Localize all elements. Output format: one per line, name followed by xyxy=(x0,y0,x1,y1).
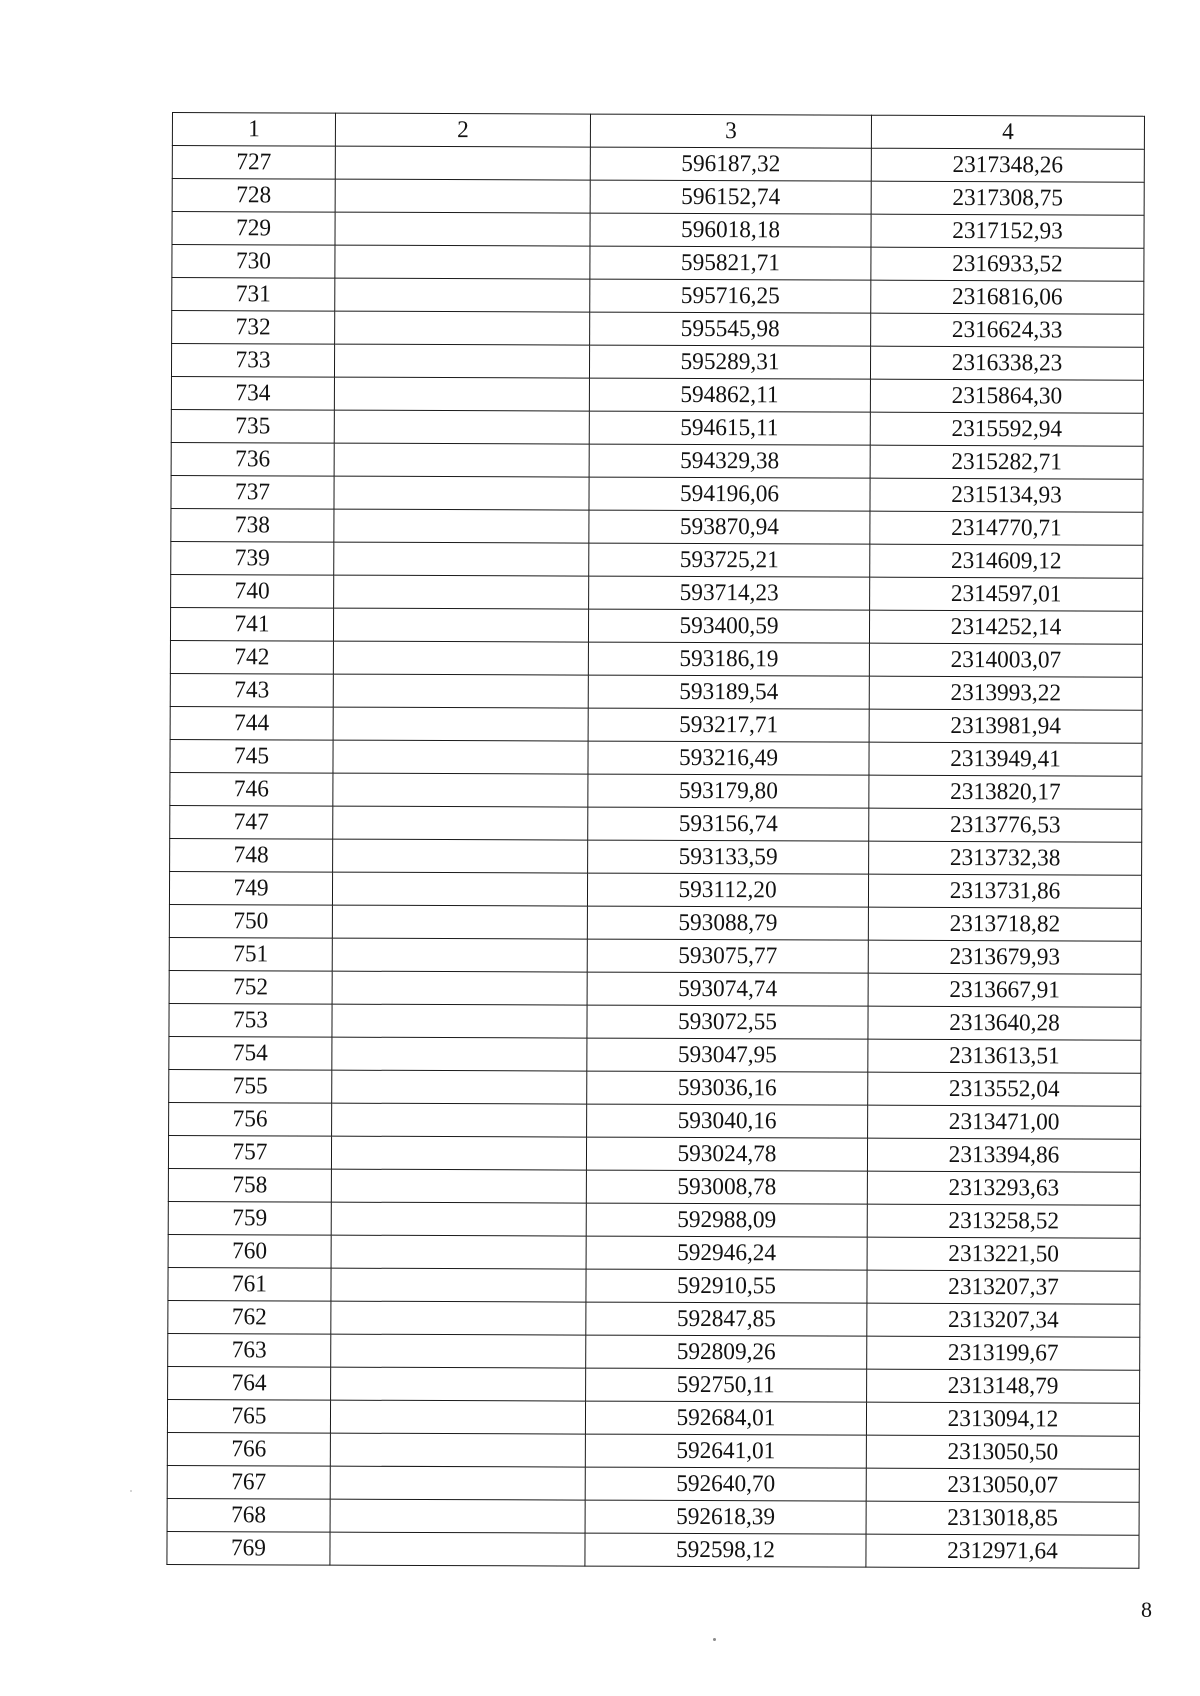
cell-y-coordinate: 2314003,07 xyxy=(869,643,1142,677)
cell-point-number: 759 xyxy=(168,1201,331,1235)
cell-x-coordinate: 593008,78 xyxy=(586,1170,867,1204)
cell-y-coordinate: 2313050,50 xyxy=(866,1435,1139,1469)
cell-empty xyxy=(330,1433,585,1467)
cell-x-coordinate: 593133,59 xyxy=(588,840,869,874)
cell-point-number: 746 xyxy=(170,772,333,806)
cell-y-coordinate: 2313552,04 xyxy=(868,1072,1141,1106)
cell-point-number: 763 xyxy=(168,1333,331,1367)
cell-empty xyxy=(335,245,590,279)
cell-point-number: 729 xyxy=(172,212,335,246)
cell-y-coordinate: 2313094,12 xyxy=(866,1402,1139,1436)
cell-x-coordinate: 592910,55 xyxy=(586,1269,867,1303)
cell-empty xyxy=(332,971,587,1005)
cell-empty xyxy=(333,773,588,807)
cell-empty xyxy=(334,575,589,609)
page-number: 8 xyxy=(1141,1597,1152,1622)
cell-point-number: 765 xyxy=(167,1399,330,1433)
cell-y-coordinate: 2317348,26 xyxy=(871,148,1144,182)
cell-empty xyxy=(334,410,589,444)
cell-x-coordinate: 593047,95 xyxy=(587,1038,868,1072)
cell-y-coordinate: 2316338,23 xyxy=(870,346,1143,380)
table-row xyxy=(168,1135,1140,1172)
cell-x-coordinate: 593400,59 xyxy=(588,609,869,643)
cell-y-coordinate: 2313732,38 xyxy=(869,841,1142,875)
cell-x-coordinate: 593870,94 xyxy=(589,510,870,544)
cell-point-number: 753 xyxy=(169,1003,332,1037)
table-row xyxy=(168,1168,1140,1205)
table-row xyxy=(172,212,1144,249)
table-row xyxy=(169,937,1141,974)
cell-point-number: 766 xyxy=(167,1432,330,1466)
cell-y-coordinate: 2313293,63 xyxy=(867,1171,1140,1205)
table-row xyxy=(168,1333,1140,1370)
cell-point-number: 727 xyxy=(172,146,335,180)
table-row xyxy=(169,1003,1141,1040)
cell-empty xyxy=(334,443,589,477)
cell-empty xyxy=(333,740,588,774)
cell-x-coordinate: 596018,18 xyxy=(590,213,871,247)
cell-y-coordinate: 2313949,41 xyxy=(869,742,1142,776)
column-header-1: 1 xyxy=(172,113,335,147)
column-header-3: 3 xyxy=(590,114,871,148)
cell-empty xyxy=(334,476,589,510)
table-body xyxy=(167,146,1144,1569)
cell-y-coordinate: 2313679,93 xyxy=(868,940,1141,974)
cell-empty xyxy=(330,1466,585,1500)
column-header-2: 2 xyxy=(335,113,590,147)
cell-empty xyxy=(330,1532,585,1566)
cell-x-coordinate: 592750,11 xyxy=(586,1368,867,1402)
table-row xyxy=(168,1366,1140,1403)
cell-point-number: 761 xyxy=(168,1267,331,1301)
table-row xyxy=(171,376,1143,413)
table-row xyxy=(170,673,1142,710)
table-row xyxy=(168,1267,1140,1304)
table-row xyxy=(169,904,1141,941)
cell-empty xyxy=(332,1004,587,1038)
table-row xyxy=(172,278,1144,315)
table-row xyxy=(171,409,1143,446)
cell-x-coordinate: 594615,11 xyxy=(589,411,870,445)
table-row xyxy=(170,706,1142,743)
table-row xyxy=(169,1036,1141,1073)
table-header-row xyxy=(172,113,1144,150)
cell-point-number: 758 xyxy=(168,1168,331,1202)
cell-point-number: 756 xyxy=(169,1102,332,1136)
cell-y-coordinate: 2316624,33 xyxy=(871,313,1144,347)
cell-x-coordinate: 596187,32 xyxy=(590,147,871,181)
cell-x-coordinate: 593216,49 xyxy=(588,741,869,775)
cell-empty xyxy=(332,905,587,939)
cell-y-coordinate: 2313993,22 xyxy=(869,676,1142,710)
cell-y-coordinate: 2313718,82 xyxy=(868,907,1141,941)
cell-empty xyxy=(333,839,588,873)
cell-x-coordinate: 593088,79 xyxy=(587,906,868,940)
scan-speck xyxy=(713,1638,716,1641)
table-row xyxy=(168,1201,1140,1238)
cell-x-coordinate: 592809,26 xyxy=(586,1335,867,1369)
cell-y-coordinate: 2313981,94 xyxy=(869,709,1142,743)
cell-point-number: 750 xyxy=(169,904,332,938)
cell-y-coordinate: 2313613,51 xyxy=(868,1039,1141,1073)
cell-y-coordinate: 2313731,86 xyxy=(868,874,1141,908)
cell-point-number: 757 xyxy=(168,1135,331,1169)
cell-point-number: 738 xyxy=(171,508,334,542)
cell-x-coordinate: 593024,78 xyxy=(586,1137,867,1171)
cell-point-number: 767 xyxy=(167,1465,330,1499)
cell-empty xyxy=(335,146,590,180)
cell-x-coordinate: 594862,11 xyxy=(589,378,870,412)
cell-x-coordinate: 593156,74 xyxy=(588,807,869,841)
cell-x-coordinate: 592618,39 xyxy=(585,1500,866,1534)
cell-empty xyxy=(331,1334,586,1368)
cell-x-coordinate: 594196,06 xyxy=(589,477,870,511)
cell-point-number: 760 xyxy=(168,1234,331,1268)
cell-y-coordinate: 2314609,12 xyxy=(870,544,1143,578)
cell-point-number: 735 xyxy=(171,409,334,443)
cell-y-coordinate: 2313667,91 xyxy=(868,973,1141,1007)
cell-y-coordinate: 2313050,07 xyxy=(866,1468,1139,1502)
cell-point-number: 751 xyxy=(169,937,332,971)
cell-x-coordinate: 592598,12 xyxy=(585,1533,866,1567)
cell-y-coordinate: 2314597,01 xyxy=(870,577,1143,611)
cell-y-coordinate: 2313640,28 xyxy=(868,1006,1141,1040)
cell-y-coordinate: 2316816,06 xyxy=(871,280,1144,314)
cell-point-number: 736 xyxy=(171,442,334,476)
cell-point-number: 748 xyxy=(170,838,333,872)
cell-y-coordinate: 2312971,64 xyxy=(866,1534,1139,1568)
cell-point-number: 728 xyxy=(172,179,335,213)
cell-y-coordinate: 2313018,85 xyxy=(866,1501,1139,1535)
cell-point-number: 749 xyxy=(169,871,332,905)
cell-point-number: 745 xyxy=(170,739,333,773)
cell-y-coordinate: 2316933,52 xyxy=(871,247,1144,281)
cell-y-coordinate: 2313207,34 xyxy=(867,1303,1140,1337)
cell-empty xyxy=(334,542,589,576)
table-row xyxy=(169,1102,1141,1139)
cell-empty xyxy=(335,179,590,213)
cell-point-number: 741 xyxy=(170,607,333,641)
table-row xyxy=(172,311,1144,348)
cell-point-number: 732 xyxy=(172,311,335,345)
cell-empty xyxy=(334,377,589,411)
cell-point-number: 740 xyxy=(171,574,334,608)
cell-empty xyxy=(333,674,588,708)
cell-x-coordinate: 592640,70 xyxy=(585,1467,866,1501)
cell-x-coordinate: 593075,77 xyxy=(587,939,868,973)
cell-point-number: 730 xyxy=(172,245,335,279)
table-row xyxy=(167,1465,1139,1502)
table-row xyxy=(168,1234,1140,1271)
table-row xyxy=(170,772,1142,809)
cell-empty xyxy=(331,1268,586,1302)
table-row xyxy=(171,574,1143,611)
cell-empty xyxy=(331,1301,586,1335)
cell-empty xyxy=(333,608,588,642)
table-row xyxy=(171,344,1143,381)
cell-point-number: 731 xyxy=(172,278,335,312)
cell-x-coordinate: 593217,71 xyxy=(588,708,869,742)
cell-point-number: 769 xyxy=(167,1531,330,1565)
scan-speck xyxy=(130,1490,132,1492)
cell-empty xyxy=(332,1103,587,1137)
cell-y-coordinate: 2314770,71 xyxy=(870,511,1143,545)
cell-y-coordinate: 2315282,71 xyxy=(870,445,1143,479)
cell-x-coordinate: 592684,01 xyxy=(585,1401,866,1435)
cell-empty xyxy=(332,1070,587,1104)
cell-empty xyxy=(331,1367,586,1401)
table-row xyxy=(170,805,1142,842)
cell-y-coordinate: 2313258,52 xyxy=(867,1204,1140,1238)
cell-point-number: 755 xyxy=(169,1069,332,1103)
cell-x-coordinate: 593036,16 xyxy=(587,1071,868,1105)
cell-y-coordinate: 2314252,14 xyxy=(869,610,1142,644)
cell-x-coordinate: 592988,09 xyxy=(586,1203,867,1237)
cell-y-coordinate: 2315134,93 xyxy=(870,478,1143,512)
cell-point-number: 739 xyxy=(171,541,334,575)
cell-y-coordinate: 2315864,30 xyxy=(870,379,1143,413)
table-row xyxy=(167,1432,1139,1469)
cell-point-number: 762 xyxy=(168,1300,331,1334)
cell-empty xyxy=(334,344,589,378)
cell-x-coordinate: 594329,38 xyxy=(589,444,870,478)
cell-y-coordinate: 2313820,17 xyxy=(869,775,1142,809)
cell-x-coordinate: 595716,25 xyxy=(590,279,871,313)
cell-point-number: 737 xyxy=(171,475,334,509)
cell-x-coordinate: 595545,98 xyxy=(590,312,871,346)
table-row xyxy=(169,871,1141,908)
cell-x-coordinate: 595289,31 xyxy=(589,345,870,379)
cell-x-coordinate: 593186,19 xyxy=(588,642,869,676)
cell-empty xyxy=(333,707,588,741)
cell-empty xyxy=(332,872,587,906)
cell-empty xyxy=(330,1499,585,1533)
cell-x-coordinate: 596152,74 xyxy=(590,180,871,214)
table-row xyxy=(168,1300,1140,1337)
table-row xyxy=(167,1531,1139,1568)
cell-point-number: 744 xyxy=(170,706,333,740)
cell-y-coordinate: 2317308,75 xyxy=(871,181,1144,215)
cell-point-number: 734 xyxy=(171,376,334,410)
table-row xyxy=(170,739,1142,776)
cell-y-coordinate: 2313471,00 xyxy=(868,1105,1141,1139)
cell-y-coordinate: 2315592,94 xyxy=(870,412,1143,446)
cell-y-coordinate: 2317152,93 xyxy=(871,214,1144,248)
cell-y-coordinate: 2313221,50 xyxy=(867,1237,1140,1271)
cell-empty xyxy=(332,938,587,972)
cell-y-coordinate: 2313394,86 xyxy=(867,1138,1140,1172)
cell-empty xyxy=(331,1136,586,1170)
cell-empty xyxy=(335,212,590,246)
table-row xyxy=(169,1069,1141,1106)
cell-y-coordinate: 2313148,79 xyxy=(867,1369,1140,1403)
cell-x-coordinate: 592847,85 xyxy=(586,1302,867,1336)
cell-point-number: 768 xyxy=(167,1498,330,1532)
cell-empty xyxy=(331,1235,586,1269)
table-row xyxy=(171,442,1143,479)
table-row xyxy=(171,508,1143,545)
cell-point-number: 754 xyxy=(169,1036,332,1070)
table-row xyxy=(172,179,1144,216)
cell-x-coordinate: 593179,80 xyxy=(588,774,869,808)
cell-x-coordinate: 593072,55 xyxy=(587,1005,868,1039)
table-row xyxy=(172,245,1144,282)
table-row xyxy=(170,838,1142,875)
column-header-4: 4 xyxy=(871,115,1144,149)
cell-x-coordinate: 593074,74 xyxy=(587,972,868,1006)
cell-point-number: 733 xyxy=(171,344,334,378)
cell-y-coordinate: 2313776,53 xyxy=(869,808,1142,842)
table-row xyxy=(170,607,1142,644)
cell-x-coordinate: 593189,54 xyxy=(588,675,869,709)
table-row xyxy=(171,475,1143,512)
cell-x-coordinate: 592946,24 xyxy=(586,1236,867,1270)
cell-x-coordinate: 593714,23 xyxy=(589,576,870,610)
table-row xyxy=(171,541,1143,578)
cell-empty xyxy=(335,278,590,312)
cell-y-coordinate: 2313207,37 xyxy=(867,1270,1140,1304)
cell-empty xyxy=(334,509,589,543)
table-row xyxy=(169,970,1141,1007)
cell-empty xyxy=(335,311,590,345)
cell-point-number: 743 xyxy=(170,673,333,707)
cell-point-number: 764 xyxy=(168,1366,331,1400)
coordinates-table xyxy=(166,112,1145,1569)
cell-empty xyxy=(331,1202,586,1236)
cell-empty xyxy=(333,641,588,675)
cell-point-number: 752 xyxy=(169,970,332,1004)
cell-empty xyxy=(332,1037,587,1071)
cell-empty xyxy=(333,806,588,840)
table-row xyxy=(172,146,1144,183)
cell-y-coordinate: 2313199,67 xyxy=(867,1336,1140,1370)
cell-x-coordinate: 593725,21 xyxy=(589,543,870,577)
table-row xyxy=(170,640,1142,677)
table-row xyxy=(167,1498,1139,1535)
cell-empty xyxy=(330,1400,585,1434)
cell-x-coordinate: 593040,16 xyxy=(587,1104,868,1138)
cell-x-coordinate: 592641,01 xyxy=(585,1434,866,1468)
cell-point-number: 747 xyxy=(170,805,333,839)
cell-empty xyxy=(331,1169,586,1203)
table-row xyxy=(167,1399,1139,1436)
cell-x-coordinate: 593112,20 xyxy=(587,873,868,907)
cell-x-coordinate: 595821,71 xyxy=(590,246,871,280)
cell-point-number: 742 xyxy=(170,640,333,674)
